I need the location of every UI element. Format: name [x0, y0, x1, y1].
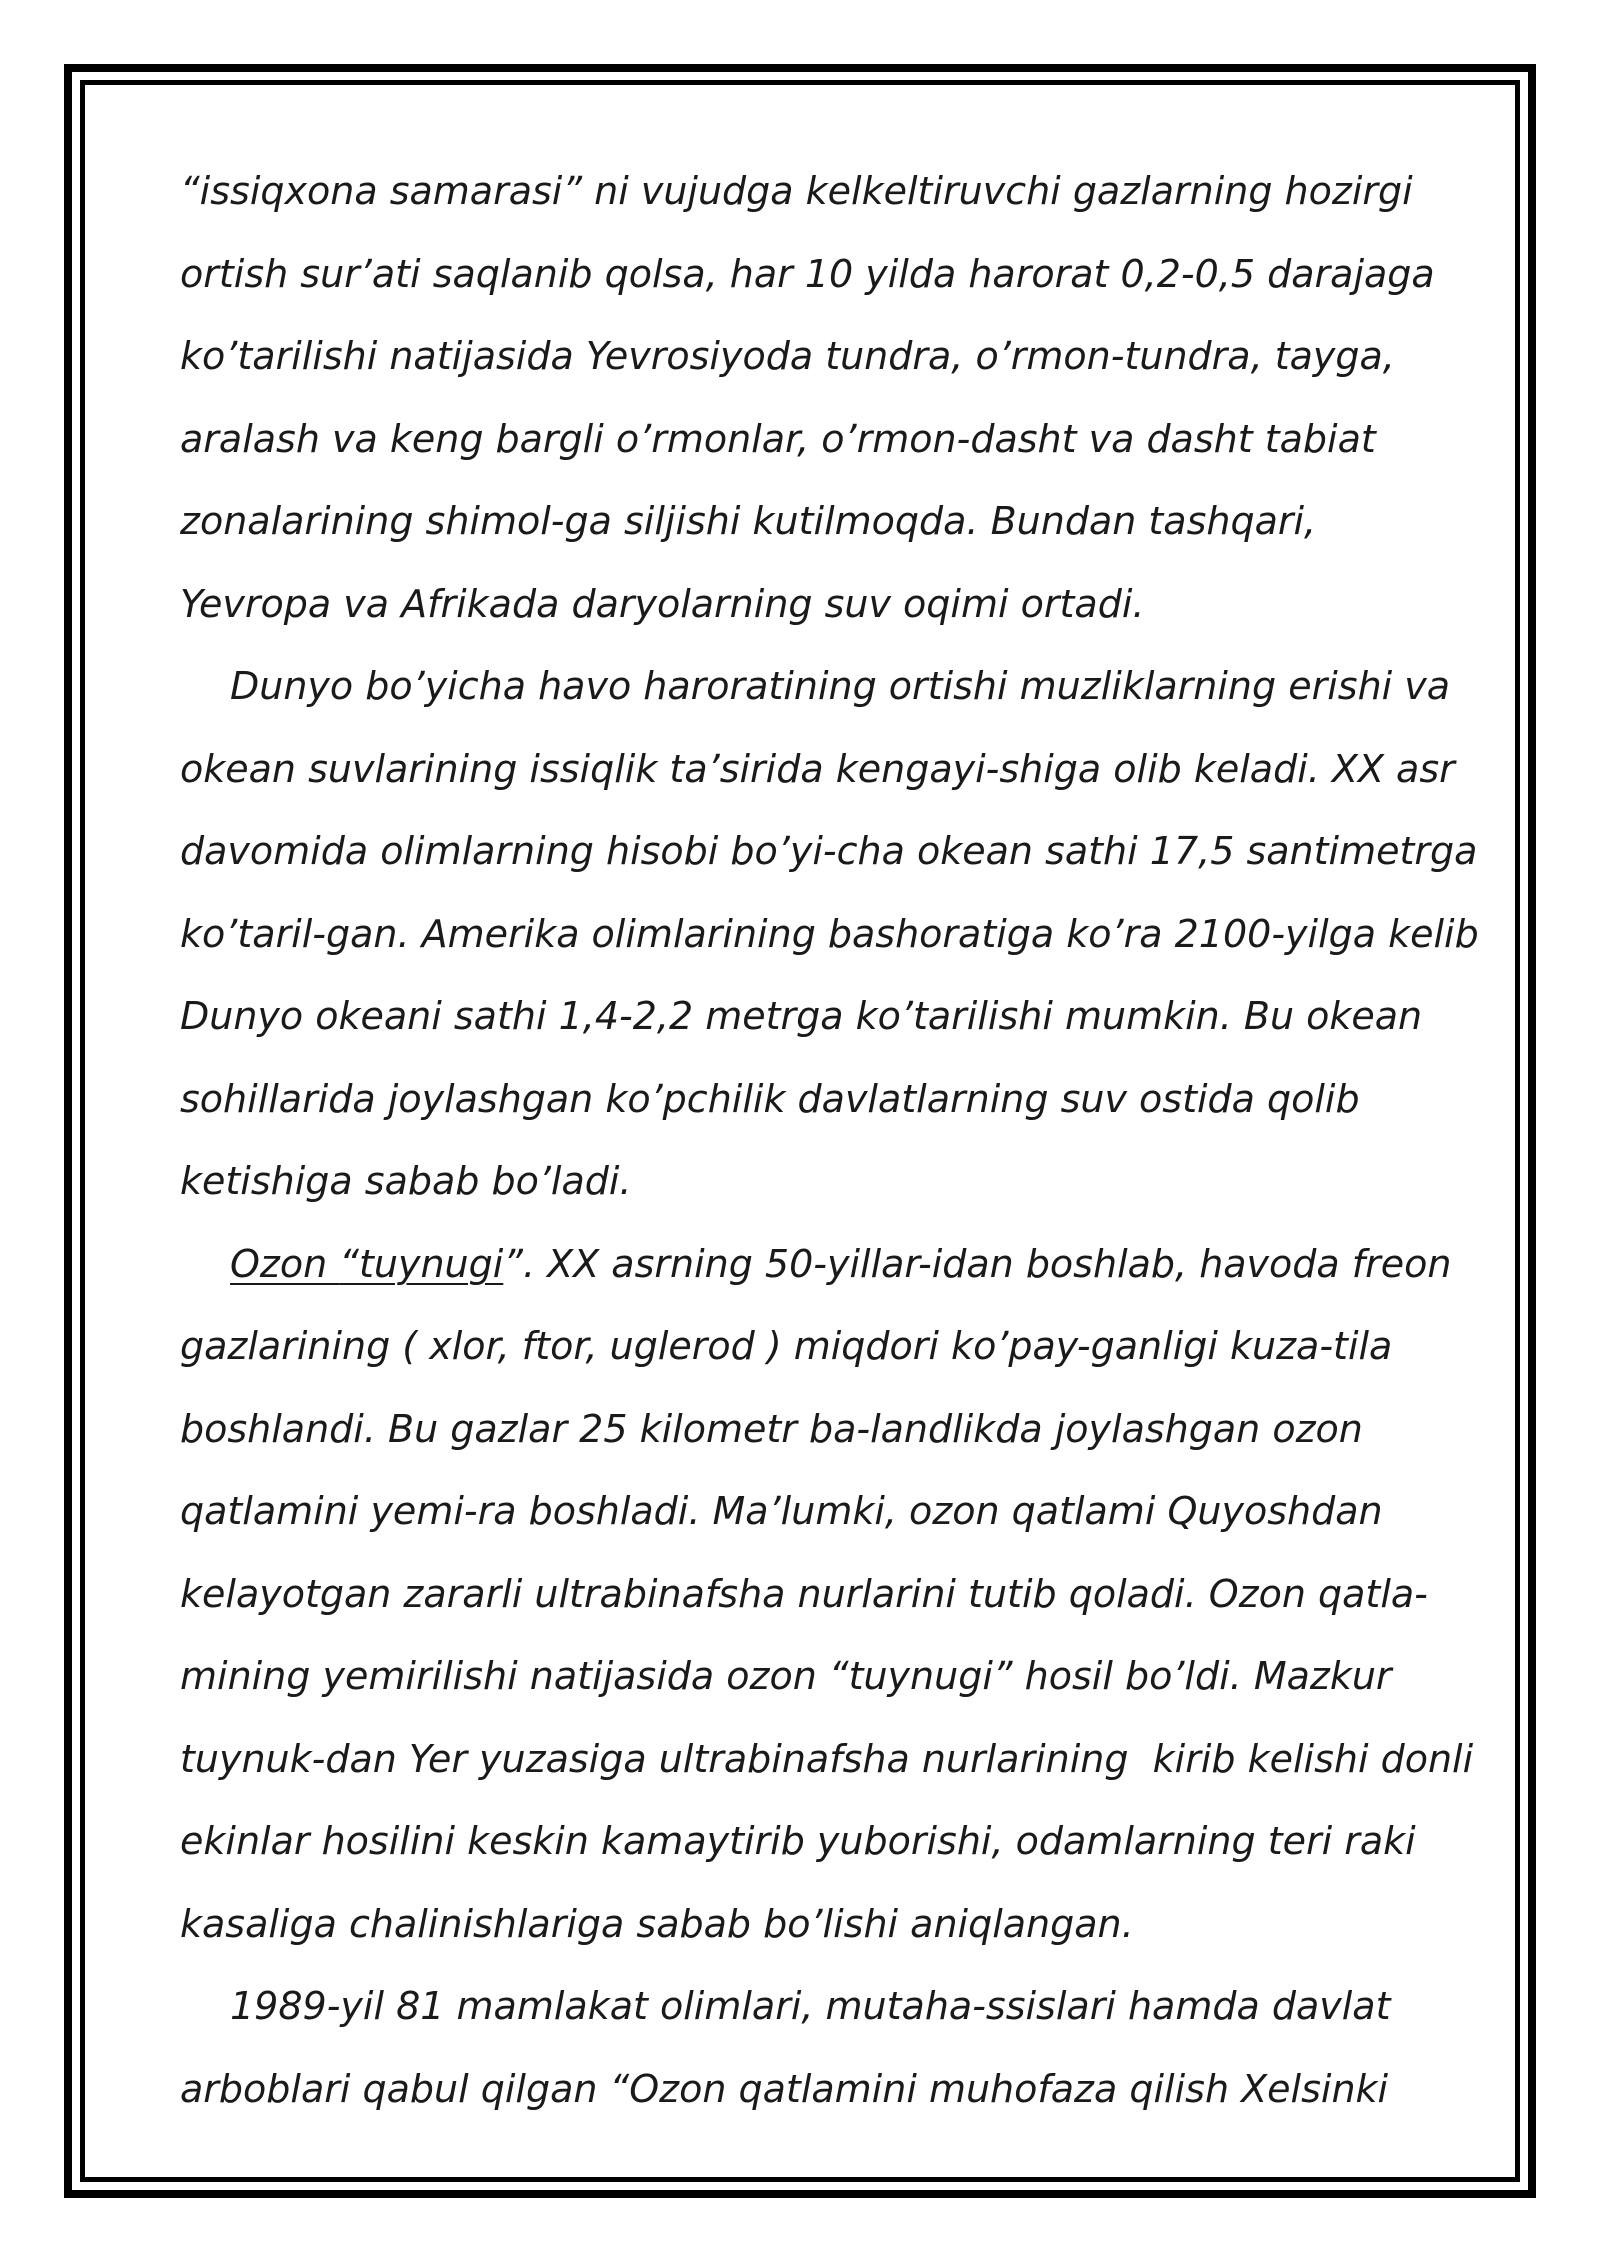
document-body	[180, 150, 1479, 2130]
text-segment: ”. XX asrning 50-yillar-idan boshlab, havoda freon	[503, 1241, 1452, 1286]
text-line: kelayotgan zararli ultrabinafsha nurlarini tutib qoladi. Ozon qatla-	[180, 1571, 1428, 1616]
paragraph-start-line: Dunyo bo’yicha havo haroratining ortishi muzliklarning erishi va	[230, 664, 1451, 708]
text-line: qatlamini yemi-ra boshladi. Ma’lumki, ozon qatlami Quyoshdan	[180, 1489, 1383, 1533]
text-line: zonalarining shimol-ga siljishi kutilmoqda. Bundan tashqari,	[180, 499, 1317, 543]
text-line: ekinlar hosilini keskin kamaytirib yuborishi, odamlarning teri raki	[180, 1819, 1416, 1863]
text-line: tuynuk-dan Yer yuzasiga ultrabinafsha nurlarining kirib kelishi donli	[180, 1736, 1474, 1781]
text-line: okean suvlarining issiqlik ta’sirida kengayi-shiga olib keladi. XX asr	[180, 746, 1455, 791]
text-line: mining yemirilishi natijasida ozon “tuynugi” hosil bo’ldi. Mazkur	[180, 1654, 1392, 1698]
text-line: ketishiga sabab bo’ladi.	[180, 1159, 632, 1203]
text-line: ko’taril-gan. Amerika olimlarining bashoratiga ko’ra 2100-yilga kelib	[180, 911, 1479, 956]
text-line: gazlarining ( xlor, ftor, uglerod ) miqdori ko’pay-ganligi kuza-tila	[180, 1324, 1393, 1368]
text-line: aralash va keng bargli o’rmonlar, o’rmon-dasht va dasht tabiat	[180, 416, 1376, 461]
underlined-term-ozon: Ozon	[230, 1241, 340, 1286]
underlined-term-tuynugi: “tuynugi	[339, 1241, 504, 1286]
text-line: ortish sur’ati saqlanib qolsa, har 10 yilda harorat 0,2-0,5 darajaga	[180, 251, 1435, 296]
text-line: ko’tarilishi natijasida Yevrosiyoda tundra, o’rmon-tundra, tayga,	[180, 334, 1395, 378]
paragraph-start-line: 1989-yil 81 mamlakat olimlari, mutaha-ssislari hamda davlat	[230, 1984, 1391, 2028]
text-line: boshlandi. Bu gazlar 25 kilometr ba-landlikda joylashgan ozon	[180, 1406, 1363, 1451]
text-line: Dunyo okeani sathi 1,4-2,2 metrga ko’tarilishi mumkin. Bu okean	[180, 994, 1423, 1038]
text-line: sohillarida joylashgan ko’pchilik davlatlarning suv ostida qolib	[180, 1076, 1360, 1121]
text-line: arboblari qabul qilgan “Ozon qatlamini muhofaza qilish Xelsinki	[180, 2066, 1389, 2111]
paragraph-start-line	[180, 1223, 1460, 1306]
text-line: kasaliga chalinishlariga sabab bo’lishi aniqlangan.	[180, 1901, 1134, 1946]
text-line: davomida olimlarning hisobi bo’yi-cha okean sathi 17,5 santimetrga	[180, 829, 1478, 873]
text-line: “issiqxona samarasi” ni vujudga kelkeltiruvchi gazlarning hozirgi	[180, 169, 1413, 213]
text-line: Yevropa va Afrikada daryolarning suv oqimi ortadi.	[180, 581, 1145, 626]
